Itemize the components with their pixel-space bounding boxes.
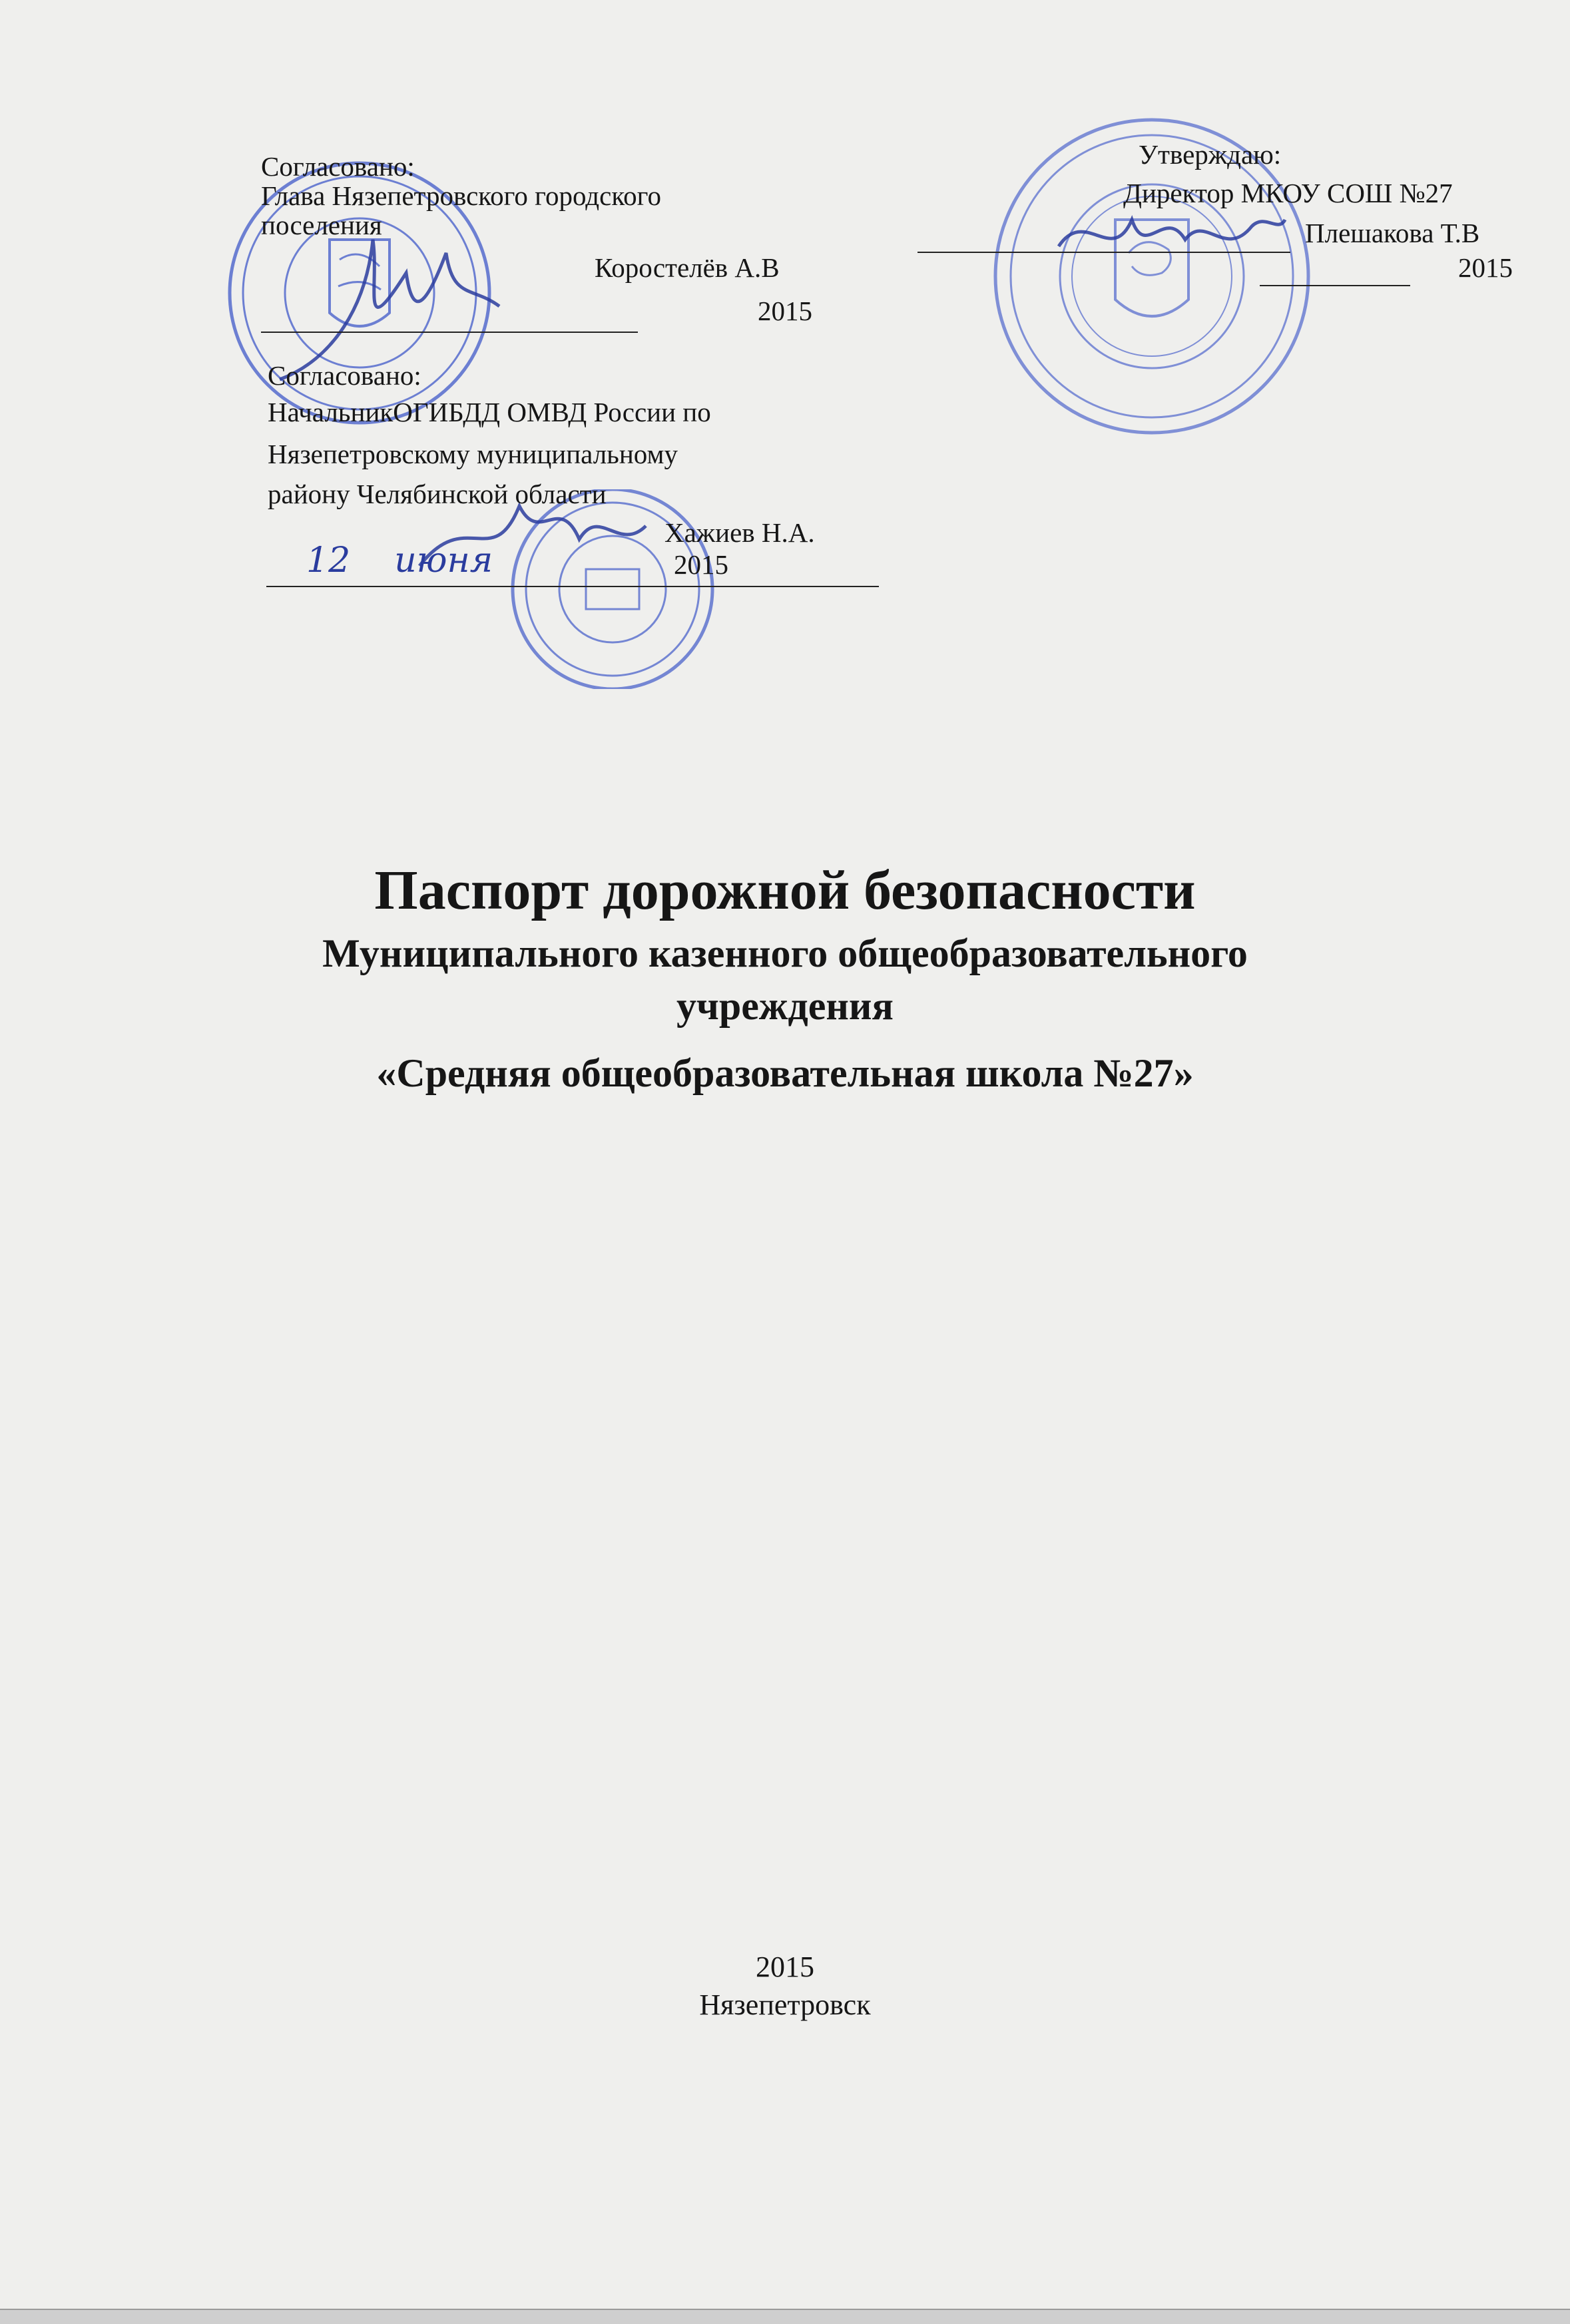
approval-left1-heading: Согласовано: xyxy=(261,151,415,182)
approval-left2-heading: Согласовано: xyxy=(268,360,421,391)
approval-left1-year: 2015 xyxy=(758,296,812,326)
document-subtitle-line1: Муниципального казенного общеобразовательного xyxy=(322,931,1248,975)
approval-left2-line1: НачальникОГИБДД ОМВД России по xyxy=(268,397,711,427)
signature-line-left2 xyxy=(266,586,879,587)
footer-year: 2015 xyxy=(756,1951,814,1983)
signature-line-right-right xyxy=(1260,285,1410,286)
document-title: Паспорт дорожной безопасности xyxy=(374,859,1196,921)
approval-right-name: Плешакова Т.В xyxy=(1305,218,1480,248)
document-subtitle-line3: «Средняя общеобразовательная школа №27» xyxy=(376,1051,1194,1095)
approval-left2-line3: району Челябинской области xyxy=(268,479,607,509)
approval-left2-name: Хажиев Н.А. xyxy=(664,517,815,548)
scan-bottom-edge xyxy=(0,2309,1570,2324)
approval-right-line1: Директор МКОУ СОШ №27 xyxy=(1123,178,1453,208)
approval-right-heading: Утверждаю: xyxy=(1139,139,1282,170)
approval-right-year: 2015 xyxy=(1458,252,1513,283)
approval-left2-date-handwritten: 12 июня xyxy=(306,541,493,581)
approval-left1-line2: поселения xyxy=(261,210,382,240)
approval-left1-line1: Глава Нязепетровского городского xyxy=(261,180,661,211)
document-subtitle-line2: учреждения xyxy=(676,984,894,1028)
approval-left2-line2: Нязепетровскому муниципальному xyxy=(268,439,678,469)
signature-line-right-left xyxy=(917,252,1290,253)
signature-line-left1 xyxy=(261,332,638,333)
approval-left2-year: 2015 xyxy=(674,549,728,580)
footer-city: Нязепетровск xyxy=(699,1988,871,2021)
approval-left1-name: Коростелёв А.В xyxy=(595,252,780,283)
